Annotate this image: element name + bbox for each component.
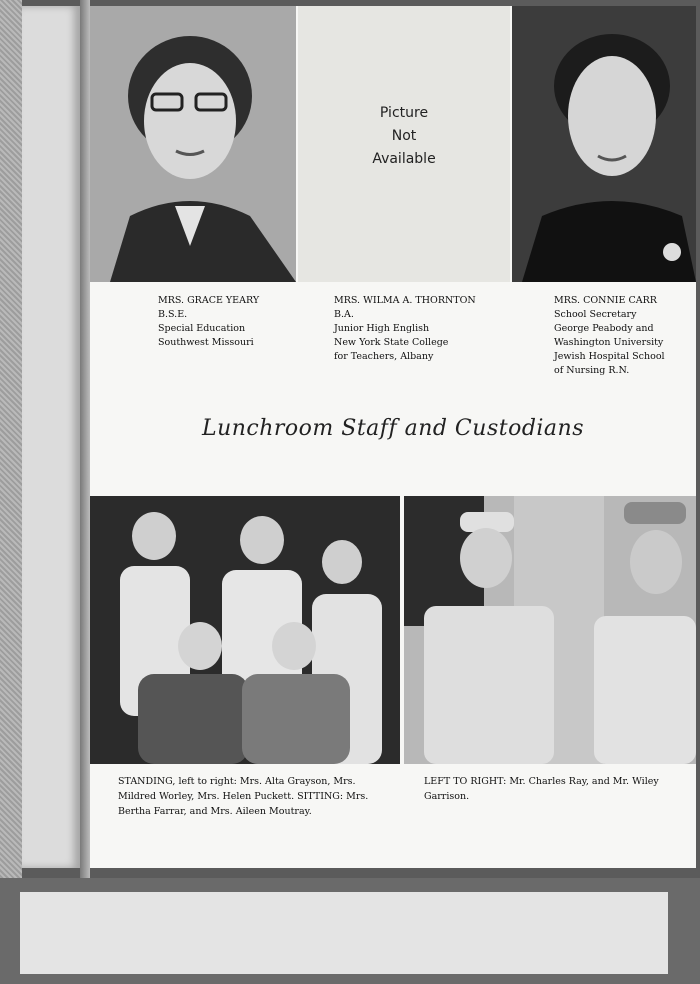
custodians-caption: LEFT TO RIGHT: Mr. Charles Ray, and Mr. Wiley Garrison. [424,776,659,802]
custodians-photo [404,496,696,764]
left-page-edge [22,6,80,868]
placeholder-line-2: Not [391,128,417,144]
faculty-line: for Teachers, Albany [334,351,434,362]
yearbook-page [90,6,696,868]
faculty-line: Southwest Missouri [158,337,254,348]
portrait-photo-yeary [90,6,296,282]
cover-edge [0,0,22,880]
faculty-line: of Nursing R.N. [554,365,630,376]
lunchroom-staff-photo [90,496,400,764]
lunchroom-caption: STANDING, left to right: Mrs. Alta Grayson, Mrs. Mildred Worley, Mrs. Helen Puckett. SITTING: Mrs. Bertha Farrar, and Mrs. Aileen Moutray. [118,776,369,817]
faculty-name: MRS. GRACE YEARY [158,295,260,306]
faculty-name: MRS. CONNIE CARR [554,295,657,306]
faculty-line: Special Education [158,323,246,334]
caption-carr [554,294,665,378]
faculty-line: George Peabody and [554,323,654,334]
caption-yeary [158,294,259,350]
portrait-photo-carr [512,6,696,282]
caption-thornton [334,294,476,364]
placeholder-line-1: Picture [379,105,429,121]
faculty-line: Washington University [554,337,664,348]
placeholder-line-3: Available [372,151,436,167]
faculty-line: Jewish Hospital School [554,351,665,362]
faculty-line: Junior High English [334,323,430,334]
faculty-name: MRS. WILMA A. THORNTON [334,295,476,306]
faculty-line: School Secretary [554,309,637,320]
book-spine [80,0,90,880]
faculty-line: New York State College [334,337,449,348]
faculty-line: B.A. [334,309,354,320]
bottom-card [20,892,668,974]
faculty-line: B.S.E. [158,309,188,320]
section-heading: Lunchroom Staff and Custodians [201,416,585,441]
picture-not-available-box [298,6,510,282]
